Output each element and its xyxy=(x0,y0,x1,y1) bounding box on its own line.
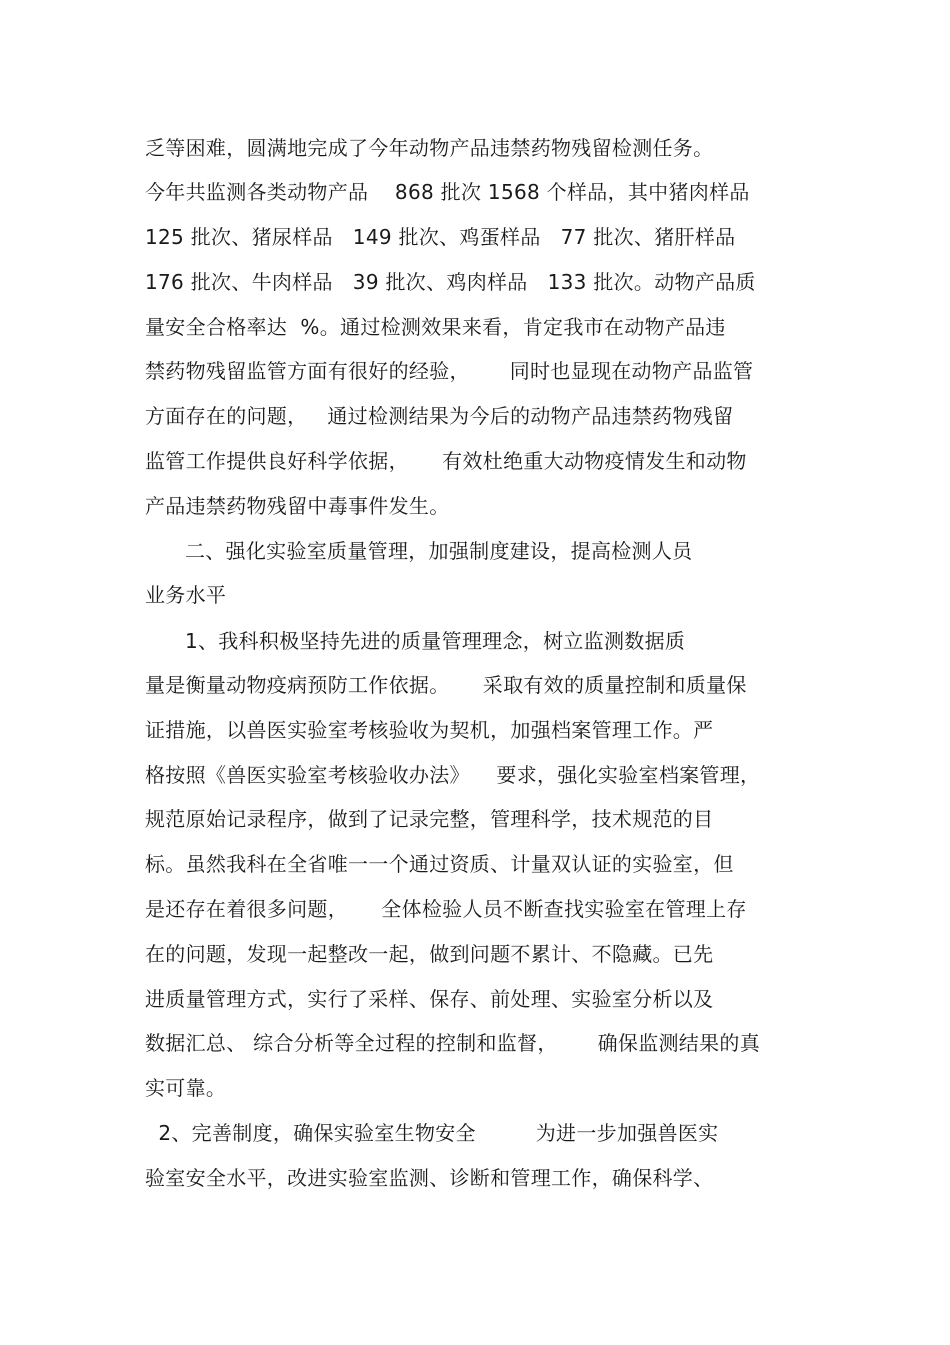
text-line: 量安全合格率达 %。通过检测效果来看，肯定我市在动物产品违 xyxy=(145,315,726,339)
text-line: 格按照《兽医实验室考核验收办法》 要求，强化实验室档案管理， xyxy=(145,763,761,787)
text-line: 125 批次、猪尿样品 149 批次、鸡蛋样品 77 批次、猪肝样品 xyxy=(145,225,736,249)
text-line: 2、完善制度，确保实验室生物安全 为进一步加强兽医实 xyxy=(145,1121,719,1145)
text-line: 在的问题，发现一起整改一起，做到问题不累计、不隐藏。已先 xyxy=(145,942,714,966)
text-line: 1、我科积极坚持先进的质量管理理念，树立监测数据质 xyxy=(145,629,686,653)
text-line: 进质量管理方式，实行了采样、保存、前处理、实验室分析以及 xyxy=(145,987,714,1011)
text-line: 证措施，以兽医实验室考核验收为契机，加强档案管理工作。严 xyxy=(145,718,714,742)
section-heading-continued: 业务水平 xyxy=(145,583,227,607)
text-line: 176 批次、牛肉样品 39 批次、鸡肉样品 133 批次。动物产品质 xyxy=(145,270,756,294)
text-line: 监管工作提供良好科学依据， 有效杜绝重大动物疫情发生和动物 xyxy=(145,449,747,473)
text-line: 量是衡量动物疫病预防工作依据。 采取有效的质量控制和质量保 xyxy=(145,673,747,697)
text-line: 产品违禁药物残留中毒事件发生。 xyxy=(145,494,450,518)
text-line: 标。虽然我科在全省唯一一个通过资质、计量双认证的实验室，但 xyxy=(145,852,734,876)
text-line: 数据汇总、 综合分析等全过程的控制和监督， 确保监测结果的真 xyxy=(145,1031,761,1055)
text-line: 乏等困难，圆满地完成了今年动物产品违禁药物残留检测任务。 xyxy=(145,136,714,160)
text-line: 禁药物残留监管方面有很好的经验， 同时也显现在动物产品监管 xyxy=(145,359,754,383)
text-line: 验室安全水平，改进实验室监测、诊断和管理工作，确保科学、 xyxy=(145,1166,714,1190)
text-line: 今年共监测各类动物产品 868 批次 1568 个样品，其中猪肉样品 xyxy=(145,180,750,204)
text-line: 方面存在的问题， 通过检测结果为今后的动物产品违禁药物残留 xyxy=(145,404,734,428)
text-line: 规范原始记录程序，做到了记录完整，管理科学，技术规范的目 xyxy=(145,807,714,831)
section-heading: 二、强化实验室质量管理，加强制度建设，提高检测人员 xyxy=(145,539,693,563)
text-line: 是还存在着很多问题， 全体检验人员不断查找实验室在管理上存 xyxy=(145,897,747,921)
text-line: 实可靠。 xyxy=(145,1076,227,1100)
